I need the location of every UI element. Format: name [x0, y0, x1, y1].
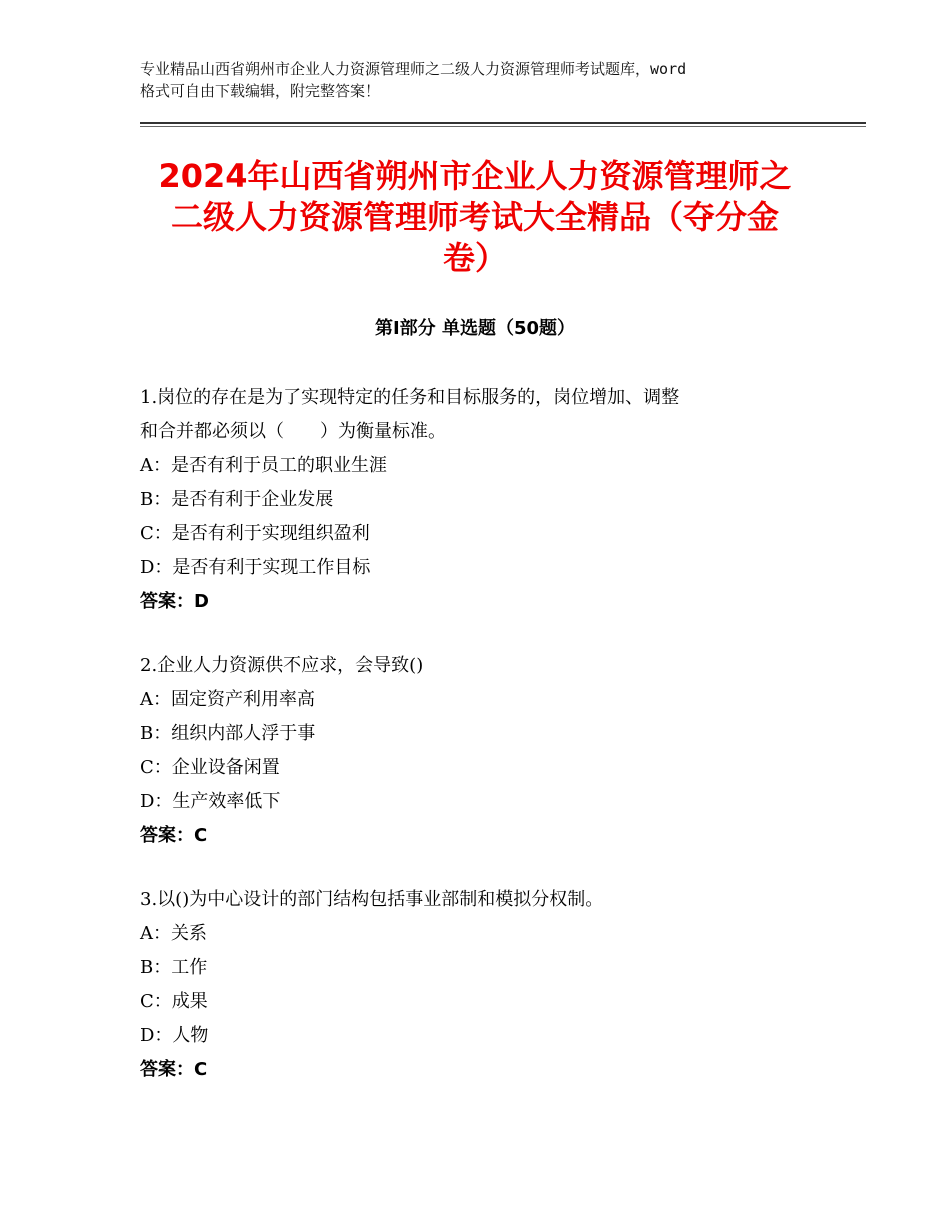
question-1-stem-line-1: 1.岗位的存在是为了实现特定的任务和目标服务的，岗位增加、调整 [140, 387, 680, 408]
question-3 [140, 883, 820, 1087]
question-3-option-b: B：工作 [140, 957, 208, 978]
question-1-answer: 答案：D [140, 591, 209, 612]
document-title-line-1: 2024年山西省朔州市企业人力资源管理师之 [158, 157, 792, 195]
document-title [120, 156, 830, 279]
question-2-stem: 2.企业人力资源供不应求，会导致() [140, 655, 424, 676]
document-title-line-2: 二级人力资源管理师考试大全精品（夺分金 [170, 198, 779, 236]
question-3-option-d: D：人物 [140, 1025, 209, 1046]
header-note-line-1: 专业精品山西省朔州市企业人力资源管理师之二级人力资源管理师考试题库，word [140, 60, 687, 78]
question-2 [140, 649, 820, 853]
header-divider-thin [140, 126, 866, 127]
section-title: 第Ⅰ部分 单选题（50题） [374, 318, 575, 339]
question-1-option-c: C：是否有利于实现组织盈利 [140, 523, 370, 544]
question-1 [140, 381, 820, 619]
header-note-line-2: 格式可自由下载编辑，附完整答案！ [140, 82, 381, 100]
document-title-line-3: 卷） [442, 239, 507, 277]
question-2-option-d: D：生产效率低下 [140, 791, 281, 812]
question-3-answer: 答案：C [140, 1059, 208, 1080]
question-list [140, 381, 820, 1117]
question-2-option-c: C：企业设备闲置 [140, 757, 280, 778]
question-1-option-a: A：是否有利于员工的职业生涯 [140, 455, 387, 476]
question-2-option-a: A：固定资产利用率高 [140, 689, 315, 710]
question-1-stem-line-2: 和合并都必须以（ ）为衡量标准。 [140, 421, 446, 442]
header-divider [140, 122, 866, 124]
question-3-option-c: C：成果 [140, 991, 208, 1012]
question-2-answer: 答案：C [140, 825, 208, 846]
question-3-option-a: A：关系 [140, 923, 207, 944]
question-1-option-d: D：是否有利于实现工作目标 [140, 557, 371, 578]
question-2-option-b: B：组织内部人浮于事 [140, 723, 316, 744]
header-note [140, 58, 830, 102]
question-1-option-b: B：是否有利于企业发展 [140, 489, 334, 510]
question-3-stem: 3.以()为中心设计的部门结构包括事业部制和模拟分权制。 [140, 889, 604, 910]
